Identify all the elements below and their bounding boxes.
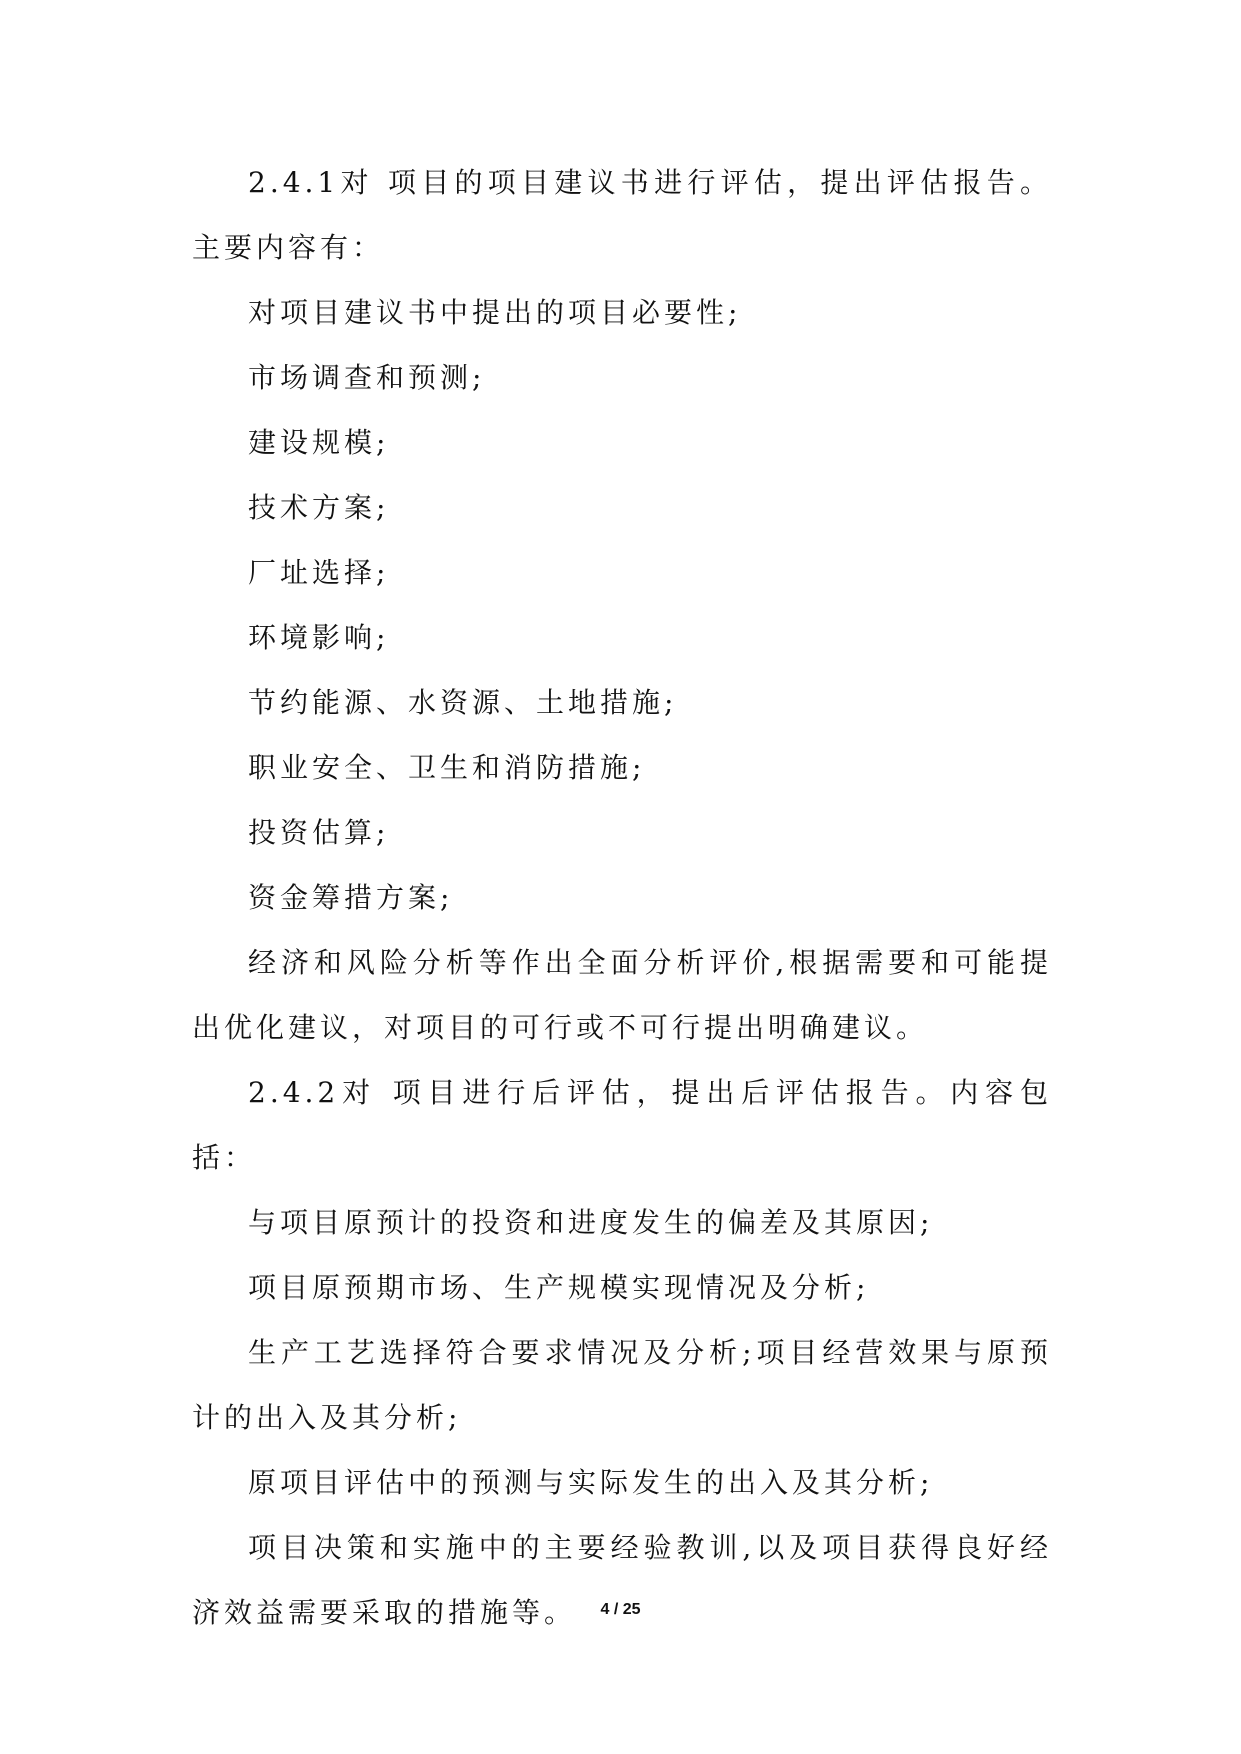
paragraph-2-4-1-intro: 2.4.1对 项目的项目建议书进行评估，提出评估报告。主要内容有： <box>192 166 1052 264</box>
list-item-technical-plan: 技术方案; <box>248 491 390 524</box>
list-item-funding-plan: 资金筹措方案; <box>248 881 454 914</box>
list-item-investment-estimate: 投资估算; <box>248 816 390 849</box>
paragraph-economic-risk-analysis: 经济和风险分析等作出全面分析评价,根据需要和可能提出优化建议，对项目的可行或不可行提出明确建议。 <box>192 946 1052 1044</box>
page-number: 4 / 25 <box>600 1601 641 1618</box>
list-item-market-scale-analysis: 项目原预期市场、生产规模实现情况及分析; <box>248 1271 870 1304</box>
list-item-environmental-impact: 环境影响; <box>248 621 390 654</box>
list-item-lessons-learned: 项目决策和实施中的主要经验教训,以及项目获得良好经济效益需要采取的措施等。 <box>192 1531 1052 1629</box>
list-item-market-survey: 市场调查和预测; <box>248 361 486 394</box>
list-item-site-selection: 厂址选择; <box>248 556 390 589</box>
list-item-investment-deviation: 与项目原预计的投资和进度发生的偏差及其原因; <box>248 1206 934 1239</box>
list-item-resource-saving: 节约能源、水资源、土地措施; <box>248 686 678 719</box>
document-body <box>192 150 1052 1645</box>
list-item-necessity: 对项目建议书中提出的项目必要性; <box>248 296 742 329</box>
list-item-forecast-vs-actual: 原项目评估中的预测与实际发生的出入及其分析; <box>248 1466 934 1499</box>
list-item-occupational-safety: 职业安全、卫生和消防措施; <box>248 751 646 784</box>
list-item-process-selection: 生产工艺选择符合要求情况及分析;项目经营效果与原预计的出入及其分析; <box>192 1336 1052 1434</box>
list-item-construction-scale: 建设规模; <box>248 426 390 459</box>
paragraph-2-4-2-intro: 2.4.2对 项目进行后评估，提出后评估报告。内容包括： <box>192 1076 1052 1174</box>
